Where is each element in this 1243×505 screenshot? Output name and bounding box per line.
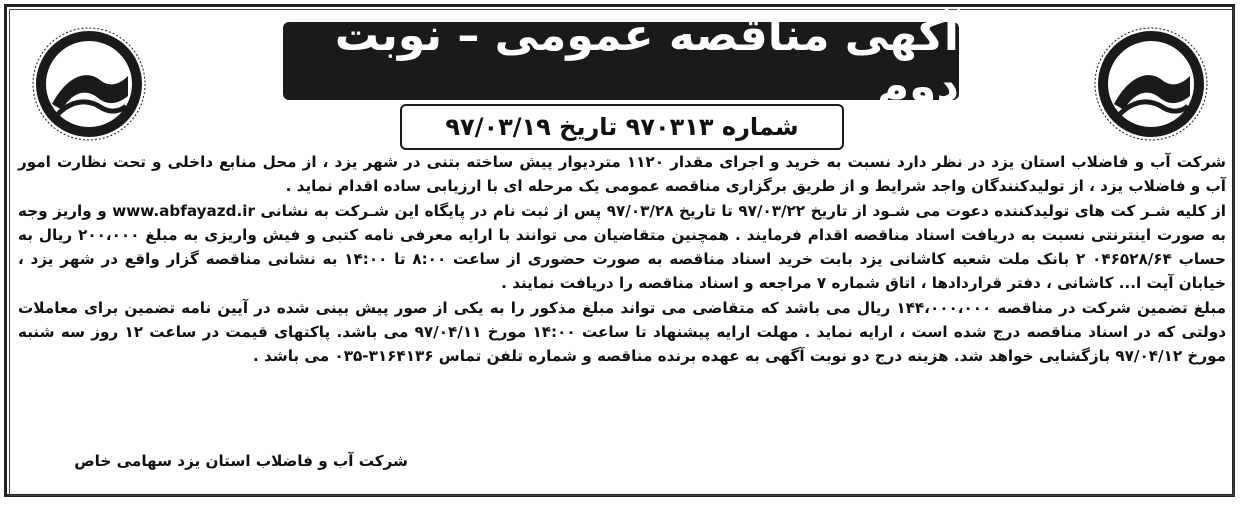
- notice-body: [18, 150, 1226, 369]
- paragraph-invitation: از کلیه شـر کت های تولیدکننده دعوت می شـود از تاریخ ۹۷/۰۳/۲۲ تا تاریخ ۹۷/۰۳/۲۸ پس از ثبت نام در پایگاه این شـرکت به نشانی www.abfayazd.ir و واریز وجه به صورت اینترنتی نسبت به دریافت اسناد مناقصه اقدام فرمایند . همچنین متقاضیان می توانند با ارایه معرفی نامه کتبی و فیش واریزی به مبلغ ۲۰۰،۰۰۰ ریال به حساب ۰۴۶۵۲۸/۶۴ ۲ بانک ملت شعبه کاشانی یزد بابت خرید اسناد مناقصه به صورت حضوری از ساعت ۸:۰۰ تا ۱۴:۰۰ به نشانی مناقصه گزار واقع در شهر یزد ، خیابان آیت ا... کاشانی ، دفتر قراردادها ، اتاق شماره ۷ مراجعه و اسناد مناقصه را دریافت نمایند .: [18, 201, 1226, 293]
- paragraph-guarantee: مبلغ تضمین شرکت در مناقصه ۱۴۴،۰۰۰،۰۰۰ ریال می باشد که متقاضی می تواند مبلغ مذکور را به یکی از صور پیش بینی شده در آیین نامه تضمین برای معاملات دولتی که در اسناد مناقصه درج شده است ، ارایه نماید . مهلت ارایه پیشنهاد تا ساعت ۱۴:۰۰ مورخ ۹۷/۰۴/۱۱ می باشد. پاکتهای قیمت در ساعت ۱۲ روز سه شنبه مورخ ۹۷/۰۴/۱۲ بازگشایی خواهد شد. هزینه درج دو نوبت آگهی به عهده برنده مناقصه و شماره تلفن تماس ۳۱۶۴۱۳۶-۰۳۵ می باشد .: [18, 298, 1226, 366]
- water-company-logo-right: [1090, 18, 1212, 150]
- page-title: آگهی مناقصه عمومی – نوبت دوم: [334, 10, 959, 112]
- paragraph-intro: شرکت آب و فاضلاب استان یزد در نظر دارد نسبت به خرید و اجرای مقدار ۱۱۲۰ متردیوار پیش ساخته بتنی در شهر یزد ، از محل منابع داخلی و تحت نظارت امور آب و فاضلاب یزد ، از تولیدکنندگان واجد شرایط و از طریق برگزاری مناقصه عمومی یک مرحله ای با ارزیابی ساده اقدام نماید .: [18, 153, 1226, 196]
- signature: شرکت آب و فاضلاب استان یزد سهامی خاص: [74, 452, 408, 470]
- subtitle-box: [400, 104, 844, 150]
- title-banner: [283, 10, 959, 112]
- water-company-logo-left: [28, 18, 150, 150]
- tender-number-date: شماره ۹۷۰۳۱۳ تاریخ ۹۷/۰۳/۱۹: [445, 113, 799, 141]
